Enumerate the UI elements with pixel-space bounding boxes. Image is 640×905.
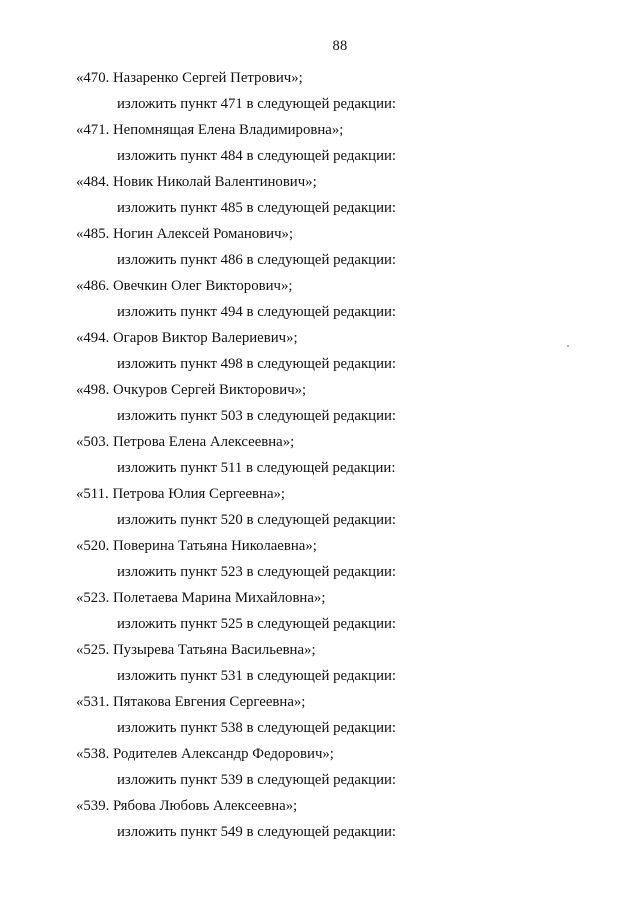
- list-item: «531. Пятакова Евгения Сергеевна»;: [76, 694, 306, 710]
- list-item: «520. Поверина Татьяна Николаевна»;: [76, 538, 317, 554]
- list-item: «525. Пузырева Татьяна Васильевна»;: [76, 642, 316, 658]
- list-item: «498. Очкуров Сергей Викторович»;: [76, 382, 307, 398]
- list-item: «539. Рябова Любовь Алексеевна»;: [76, 798, 298, 814]
- list-item: «484. Новик Николай Валентинович»;: [76, 174, 317, 190]
- instruction-line: изложить пункт 531 в следующей редакции:: [117, 668, 397, 684]
- instruction-line: изложить пункт 538 в следующей редакции:: [117, 720, 397, 736]
- instruction-line: изложить пункт 523 в следующей редакции:: [117, 564, 397, 580]
- instruction-line: изложить пункт 486 в следующей редакции:: [117, 252, 397, 268]
- instruction-line: изложить пункт 539 в следующей редакции:: [117, 772, 397, 788]
- list-item: «471. Непомнящая Елена Владимировна»;: [76, 122, 344, 138]
- instruction-line: изложить пункт 471 в следующей редакции:: [117, 96, 397, 112]
- entries-list: [0, 65, 640, 845]
- instruction-line: изложить пункт 494 в следующей редакции:: [117, 304, 397, 320]
- instruction-line: изложить пункт 525 в следующей редакции:: [117, 616, 397, 632]
- list-item: «485. Ногин Алексей Романович»;: [76, 226, 294, 242]
- list-item: «523. Полетаева Марина Михайловна»;: [76, 590, 326, 606]
- list-item: «494. Огаров Виктор Валериевич»;: [76, 330, 298, 346]
- list-item: «538. Родителев Александр Федорович»;: [76, 746, 334, 762]
- instruction-line: изложить пункт 484 в следующей редакции:: [117, 148, 397, 164]
- instruction-line: изложить пункт 511 в следующей редакции:: [117, 460, 396, 476]
- list-item: «470. Назаренко Сергей Петрович»;: [76, 70, 303, 86]
- instruction-line: изложить пункт 503 в следующей редакции:: [117, 408, 397, 424]
- list-item: «486. Овечкин Олег Викторович»;: [76, 278, 293, 294]
- list-item: «511. Петрова Юлия Сергеевна»;: [76, 486, 286, 502]
- list-item: «503. Петрова Елена Алексеевна»;: [76, 434, 295, 450]
- scan-speck: [567, 345, 569, 347]
- page-number: 88: [332, 38, 348, 54]
- instruction-line: изложить пункт 549 в следующей редакции:: [117, 824, 397, 840]
- instruction-line: изложить пункт 520 в следующей редакции:: [117, 512, 397, 528]
- instruction-line: изложить пункт 485 в следующей редакции:: [117, 200, 397, 216]
- instruction-line: изложить пункт 498 в следующей редакции:: [117, 356, 397, 372]
